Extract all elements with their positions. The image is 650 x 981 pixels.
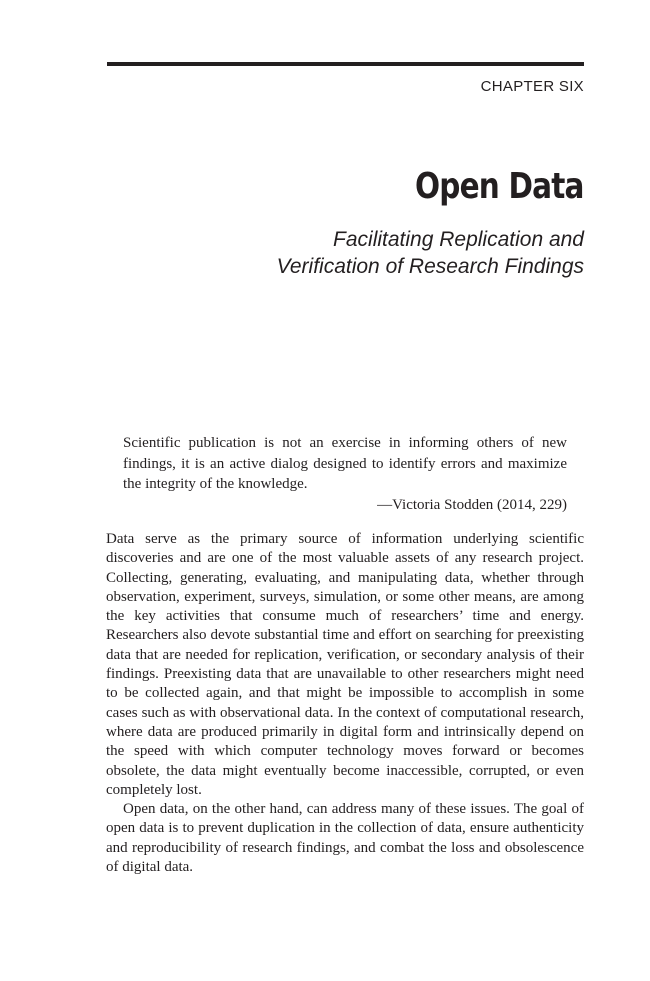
- epigraph: [123, 433, 567, 515]
- subtitle-line-2: Verification of Research Findings: [276, 255, 584, 278]
- body-paragraph-1: Data serve as the primary source of information underlying scientific discoveries and are one of the most valuable assets of any research project. Collecting, generating, evaluating, and manipulating data, whether through observation, experiment, surveys, simulation, or some other means, are among the key activities that consume much of researchers’ time and energy. Researchers also devote substantial time and effort on searching for preexisting data that are needed for replication, verification, or secondary analysis of their findings. Preexisting data that are unavailable to other researchers might need to be collected again, and that might be impossible to accomplish in some cases such as with observational data. In the context of computational research, where data are produced primarily in digital form and intrinsically depend on the speed with which computer technology moves forward or becomes obsolete, the data might eventually become inaccessible, corrupted, or even completely lost.: [106, 531, 584, 798]
- chapter-subtitle: [164, 226, 584, 280]
- chapter-title: Open Data: [415, 166, 584, 207]
- subtitle-line-1: Facilitating Replication and: [333, 228, 584, 251]
- epigraph-text: Scientific publication is not an exercise in informing others of new findings, it is an active dialog designed to identify errors and maximize the integrity of the knowledge.: [123, 435, 567, 492]
- body-text: [106, 530, 584, 877]
- body-paragraph-2: Open data, on the other hand, can address many of these issues. The goal of open data is to prevent duplication in the collection of data, ensure authenticity and reproducibility of research findings, and combat the loss and obsolescence of digital data.: [106, 801, 584, 876]
- chapter-top-rule: [107, 62, 584, 66]
- epigraph-attribution: —Victoria Stodden (2014, 229): [377, 496, 567, 513]
- chapter-label: CHAPTER SIX: [480, 78, 584, 95]
